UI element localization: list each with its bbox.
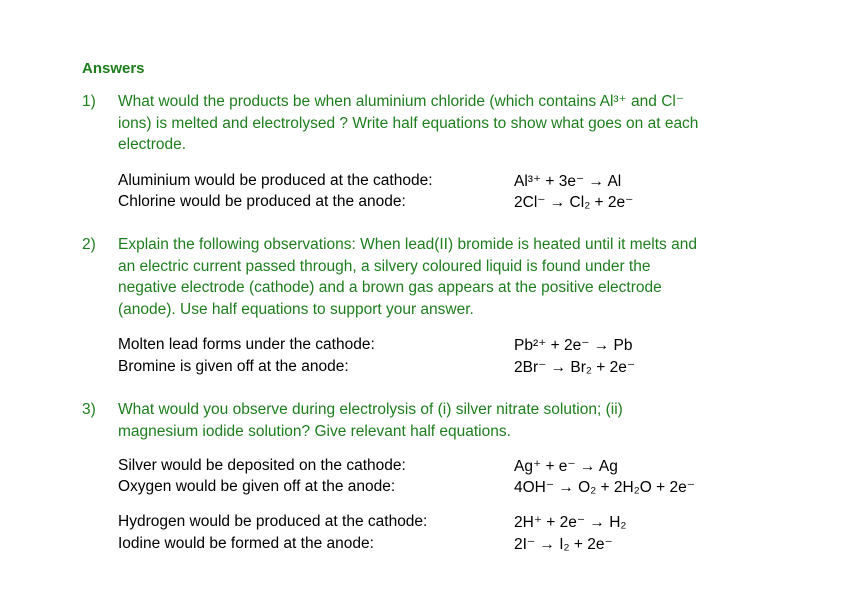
answer-3d-equation: 2I⁻ → I₂ + 2e⁻ — [514, 536, 613, 553]
question-3-line-2: magnesium iodide solution? Give relevant half equations. — [118, 422, 511, 440]
answer-1a-label: Aluminium would be produced at the cathode: — [118, 172, 433, 189]
question-1-number: 1) — [82, 93, 96, 110]
question-2-line-3: negative electrode (cathode) and a brown gas appears at the positive electrode — [118, 279, 662, 296]
question-3-line-1: What would you observe during electrolysis of (i) silver nitrate solution; (ii) — [118, 401, 623, 418]
answer-2a-equation: Pb²⁺ + 2e⁻ → Pb — [514, 337, 633, 354]
answer-2b-equation: 2Br⁻ → Br₂ + 2e⁻ — [514, 359, 636, 376]
question-3-text — [118, 399, 623, 442]
question-2-line-4: (anode). Use half equations to support your answer. — [118, 300, 474, 318]
question-3-number: 3) — [82, 401, 96, 418]
answer-3c-label: Hydrogen would be produced at the cathode: — [118, 513, 428, 530]
answer-2b-label: Bromine is given off at the anode: — [118, 358, 349, 375]
question-1-text — [118, 91, 698, 156]
question-2-line-2: an electric current passed through, a silvery coloured liquid is found under the — [118, 257, 651, 275]
answer-3b-label: Oxygen would be given off at the anode: — [118, 478, 396, 495]
question-1-line-1: What would the products be when aluminium chloride (which contains Al³⁺ and Cl⁻ — [118, 93, 685, 110]
page-title: Answers — [82, 60, 145, 77]
question-2-line-1: Explain the following observations: When lead(II) bromide is heated until it melts and — [118, 236, 697, 253]
answer-1b-label: Chlorine would be produced at the anode: — [118, 193, 406, 210]
answer-3d-label: Iodine would be formed at the anode: — [118, 535, 374, 552]
question-1-line-2: ions) is melted and electrolysed ? Write half equations to show what goes on at each — [118, 114, 699, 132]
answer-3c-equation: 2H⁺ + 2e⁻ → H₂ — [514, 514, 627, 531]
question-1-line-3: electrode. — [118, 136, 187, 153]
answer-2a-label: Molten lead forms under the cathode: — [118, 336, 375, 353]
answer-3a-equation: Ag⁺ + e⁻ → Ag — [514, 458, 618, 475]
answer-1a-equation: Al³⁺ + 3e⁻ → Al — [514, 173, 622, 190]
answer-1b-equation: 2Cl⁻ → Cl₂ + 2e⁻ — [514, 194, 634, 211]
answer-3a-label: Silver would be deposited on the cathode: — [118, 457, 406, 474]
question-2-number: 2) — [82, 236, 96, 253]
answer-3b-equation: 4OH⁻ → O₂ + 2H₂O + 2e⁻ — [514, 479, 695, 496]
question-2-text — [118, 234, 697, 320]
